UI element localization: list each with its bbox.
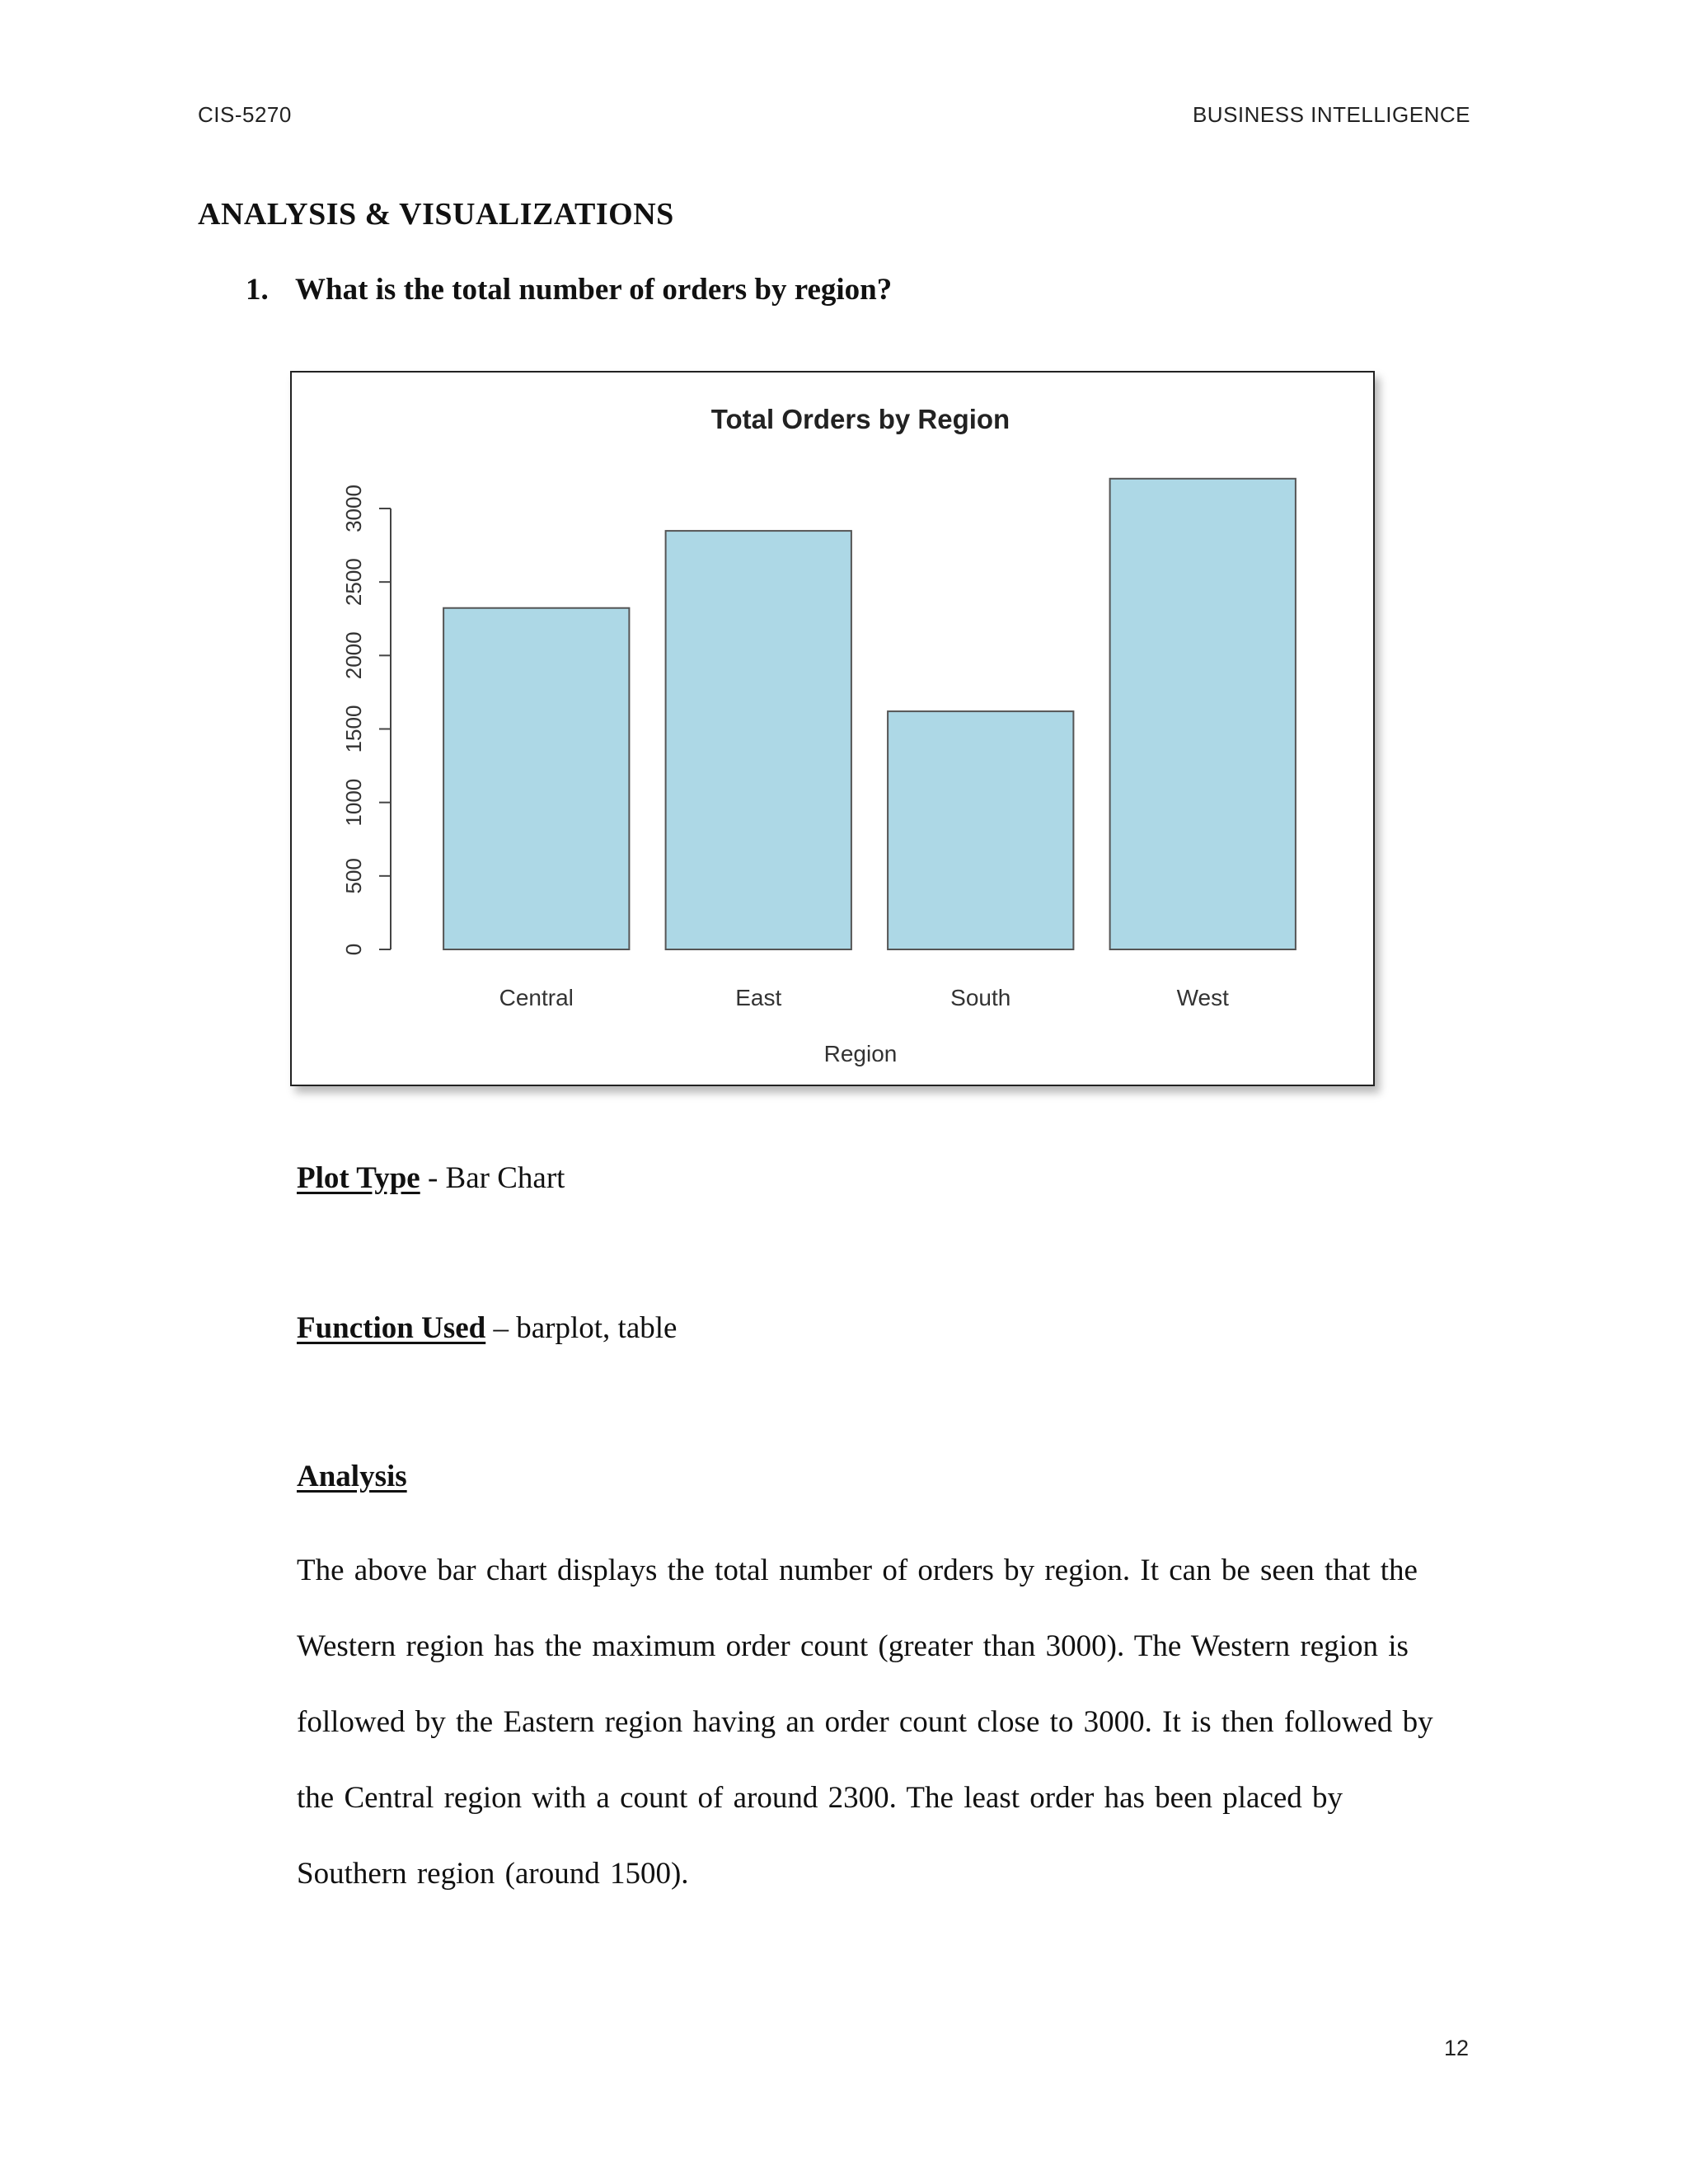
plot-type-value: - Bar Chart — [420, 1161, 565, 1195]
analysis-paragraph — [297, 1533, 1484, 1912]
bar-west — [1110, 479, 1296, 949]
plot-type-line — [297, 1160, 565, 1196]
x-tick-label: West — [1176, 985, 1229, 1010]
y-axis-tick-label: 1000 — [341, 778, 366, 827]
y-axis-tick-label: 3000 — [341, 485, 366, 532]
chart-figure — [290, 371, 1375, 1086]
analysis-line: followed by the Eastern region having an order count close to 3000. It is then followed by — [297, 1705, 1433, 1739]
y-axis-tick-label: 2500 — [341, 558, 366, 607]
chart-x-axis-label: Region — [823, 1041, 898, 1066]
chart-y-axis — [341, 485, 391, 955]
analysis-line: Western region has the maximum order count (greater than 3000). The Western region is — [297, 1629, 1409, 1663]
y-axis-tick-label: 0 — [341, 943, 366, 956]
y-axis-tick-label: 2000 — [341, 631, 366, 680]
chart-title: Total Orders by Region — [710, 404, 1010, 434]
bar-central — [443, 608, 629, 949]
function-used-line — [297, 1310, 677, 1346]
section-title: ANALYSIS & VISUALIZATIONS — [198, 197, 674, 232]
chart-bars — [443, 479, 1296, 949]
analysis-line: the Central region with a count of around 2300. The least order has been placed by — [297, 1781, 1343, 1815]
bar-east — [666, 531, 851, 949]
header-course-code: CIS-5270 — [198, 102, 292, 127]
x-tick-label: East — [735, 985, 782, 1010]
question — [246, 272, 892, 307]
analysis-line: The above bar chart displays the total number of orders by region. It can be seen that the — [297, 1554, 1418, 1587]
bar-south — [888, 711, 1073, 949]
function-used-value: – barplot, table — [485, 1311, 678, 1345]
chart-x-tick-labels — [499, 985, 1229, 1010]
question-text: What is the total number of orders by region? — [295, 273, 893, 307]
y-axis-tick-label: 500 — [341, 858, 366, 894]
plot-type-label: Plot Type — [297, 1161, 420, 1195]
page-number: 12 — [1443, 2036, 1469, 2060]
header-course-title: BUSINESS INTELLIGENCE — [1192, 102, 1470, 127]
x-tick-label: Central — [499, 985, 574, 1010]
x-tick-label: South — [950, 985, 1011, 1010]
analysis-heading: Analysis — [297, 1460, 407, 1493]
function-used-label: Function Used — [297, 1311, 486, 1345]
analysis-line: Southern region (around 1500). — [297, 1857, 689, 1891]
question-number: 1. — [246, 273, 269, 307]
y-axis-tick-label: 1500 — [341, 705, 366, 753]
bar-chart — [292, 373, 1373, 1085]
